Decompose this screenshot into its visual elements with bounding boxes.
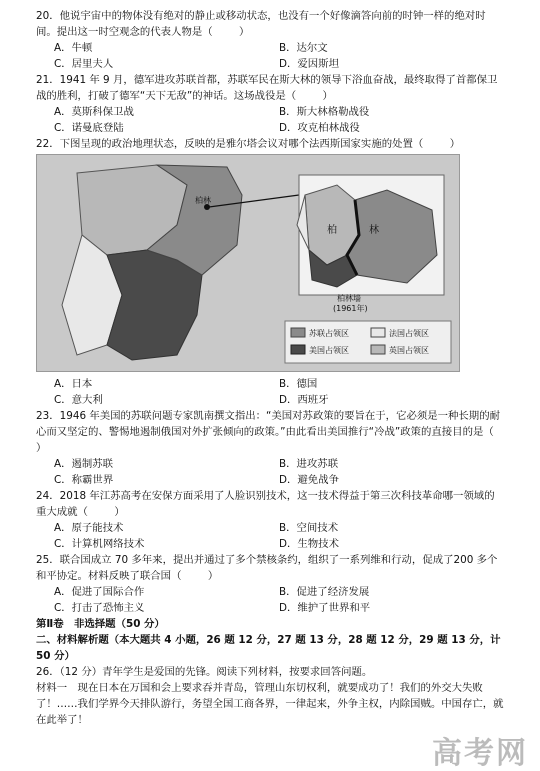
legend-swatch-french bbox=[371, 328, 385, 337]
watermark-logo: 高考网 bbox=[432, 736, 528, 771]
option-a: A．原子能技术 bbox=[54, 522, 124, 534]
material-one: 材料一 现在日本在万国和会上要求吞并青岛，管理山东切权利，就要成功了！我们的外交大失败了！……我们学界今天排队游行，务望全国工商各界，一律起来，外争主权，内除国贼。中国存亡，就在此举了！ bbox=[36, 682, 504, 726]
option-c: C．计算机网络技术 bbox=[54, 538, 145, 550]
option-c: C．居里夫人 bbox=[54, 58, 114, 70]
question-stem: 20．他说宇宙中的物体没有绝对的静止或移动状态，也没有一个好像滴答向前的时钟一样的绝对时间。提出这一时空观念的代表人物是（ ） bbox=[36, 10, 486, 38]
option-b: B．斯大林格勒战役 bbox=[279, 106, 370, 118]
question-26 bbox=[36, 664, 504, 728]
question-stem: 25．联合国成立 70 多年来，提出并通过了多个禁核条约，组织了一系列维和行动，促成了200 多个和平协定。材料反映了联合国（ ） bbox=[36, 554, 498, 582]
legend-swatch-us bbox=[291, 345, 305, 354]
option-a: A．日本 bbox=[54, 378, 93, 390]
question-stem: 21．1941 年 9 月，德军进攻苏联首都，苏联军民在斯大林的领导下浴血奋战，最终取得了首都保卫战的胜利，打破了德军“天下无敌”的神话。这场战役是（ ） bbox=[36, 74, 498, 102]
exam-page bbox=[36, 8, 521, 728]
option-c: C．打击了恐怖主义 bbox=[54, 602, 145, 614]
legend-label-french: 法国占领区 bbox=[389, 329, 429, 338]
question-22 bbox=[36, 136, 504, 408]
berlin-wall-year: (1961年) bbox=[333, 304, 368, 313]
legend-swatch-british bbox=[371, 345, 385, 354]
option-c: C．意大利 bbox=[54, 394, 103, 406]
option-c: C．称霸世界 bbox=[54, 474, 114, 486]
option-b: B．达尔文 bbox=[279, 42, 328, 54]
option-d: D．避免战争 bbox=[279, 474, 339, 486]
germany-occupation-map bbox=[36, 154, 460, 372]
option-d: D．生物技术 bbox=[279, 538, 339, 550]
option-d: D．维护了世界和平 bbox=[279, 602, 371, 614]
option-d: D．攻克柏林战役 bbox=[279, 122, 360, 134]
question-stem: 22．下图呈现的政治地理状态，反映的是雅尔塔会议对哪个法西斯国家实施的处置（ ） bbox=[36, 138, 461, 150]
option-b: B．空间技术 bbox=[279, 522, 339, 534]
map-graphic bbox=[37, 155, 459, 371]
option-b: B．德国 bbox=[279, 378, 318, 390]
question-21 bbox=[36, 72, 504, 136]
inset-label-right: 林 bbox=[369, 225, 379, 236]
question-24 bbox=[36, 488, 504, 552]
option-b: B．促进了经济发展 bbox=[279, 586, 370, 598]
berlin-wall-label: 柏林墙 bbox=[337, 294, 361, 303]
legend-swatch-soviet bbox=[291, 328, 305, 337]
question-25 bbox=[36, 552, 504, 616]
inset-label-left: 柏 bbox=[327, 225, 337, 236]
berlin-small-label: 柏林 bbox=[195, 196, 211, 205]
option-d: D．西班牙 bbox=[279, 394, 329, 406]
question-stem: 26．（12 分）青年学生是爱国的先锋。阅读下列材料，按要求回答问题。 bbox=[36, 666, 373, 678]
option-b: B．进攻苏联 bbox=[279, 458, 339, 470]
question-stem: 24．2018 年江苏高考在安保方面采用了人脸识别技术，这一技术得益于第三次科技革命哪一领域的重大成就（ ） bbox=[36, 490, 495, 518]
option-d: D．爱因斯坦 bbox=[279, 58, 339, 70]
legend-label-soviet: 苏联占领区 bbox=[309, 329, 349, 338]
question-23 bbox=[36, 408, 521, 488]
option-a: A．牛顿 bbox=[54, 42, 93, 54]
part-two-title: 第Ⅱ卷 非选择题（50 分） bbox=[36, 618, 165, 630]
section-heading: 二、材料解析题（本大题共 4 小题，26 题 12 分，27 题 13 分，28 题 12 分，29 题 13 分，计 50 分） bbox=[36, 634, 501, 662]
question-stem: 23．1946 年美国的苏联问题专家凯南撰文指出：“美国对苏政策的要旨在于，它必须是一种长期的耐心而又坚定的、警惕地遏制俄国对外扩张倾向的政策。”由此看出美国推行“冷战”政策的直接目的是（ ） bbox=[36, 410, 521, 454]
option-a: A．促进了国际合作 bbox=[54, 586, 145, 598]
question-20 bbox=[36, 8, 504, 72]
option-c: C．诺曼底登陆 bbox=[54, 122, 124, 134]
legend-label-us: 美国占领区 bbox=[309, 346, 349, 355]
option-a: A．莫斯科保卫战 bbox=[54, 106, 134, 118]
option-a: A．遏制苏联 bbox=[54, 458, 114, 470]
map-legend bbox=[285, 321, 451, 363]
legend-label-british: 英国占领区 bbox=[389, 346, 429, 355]
